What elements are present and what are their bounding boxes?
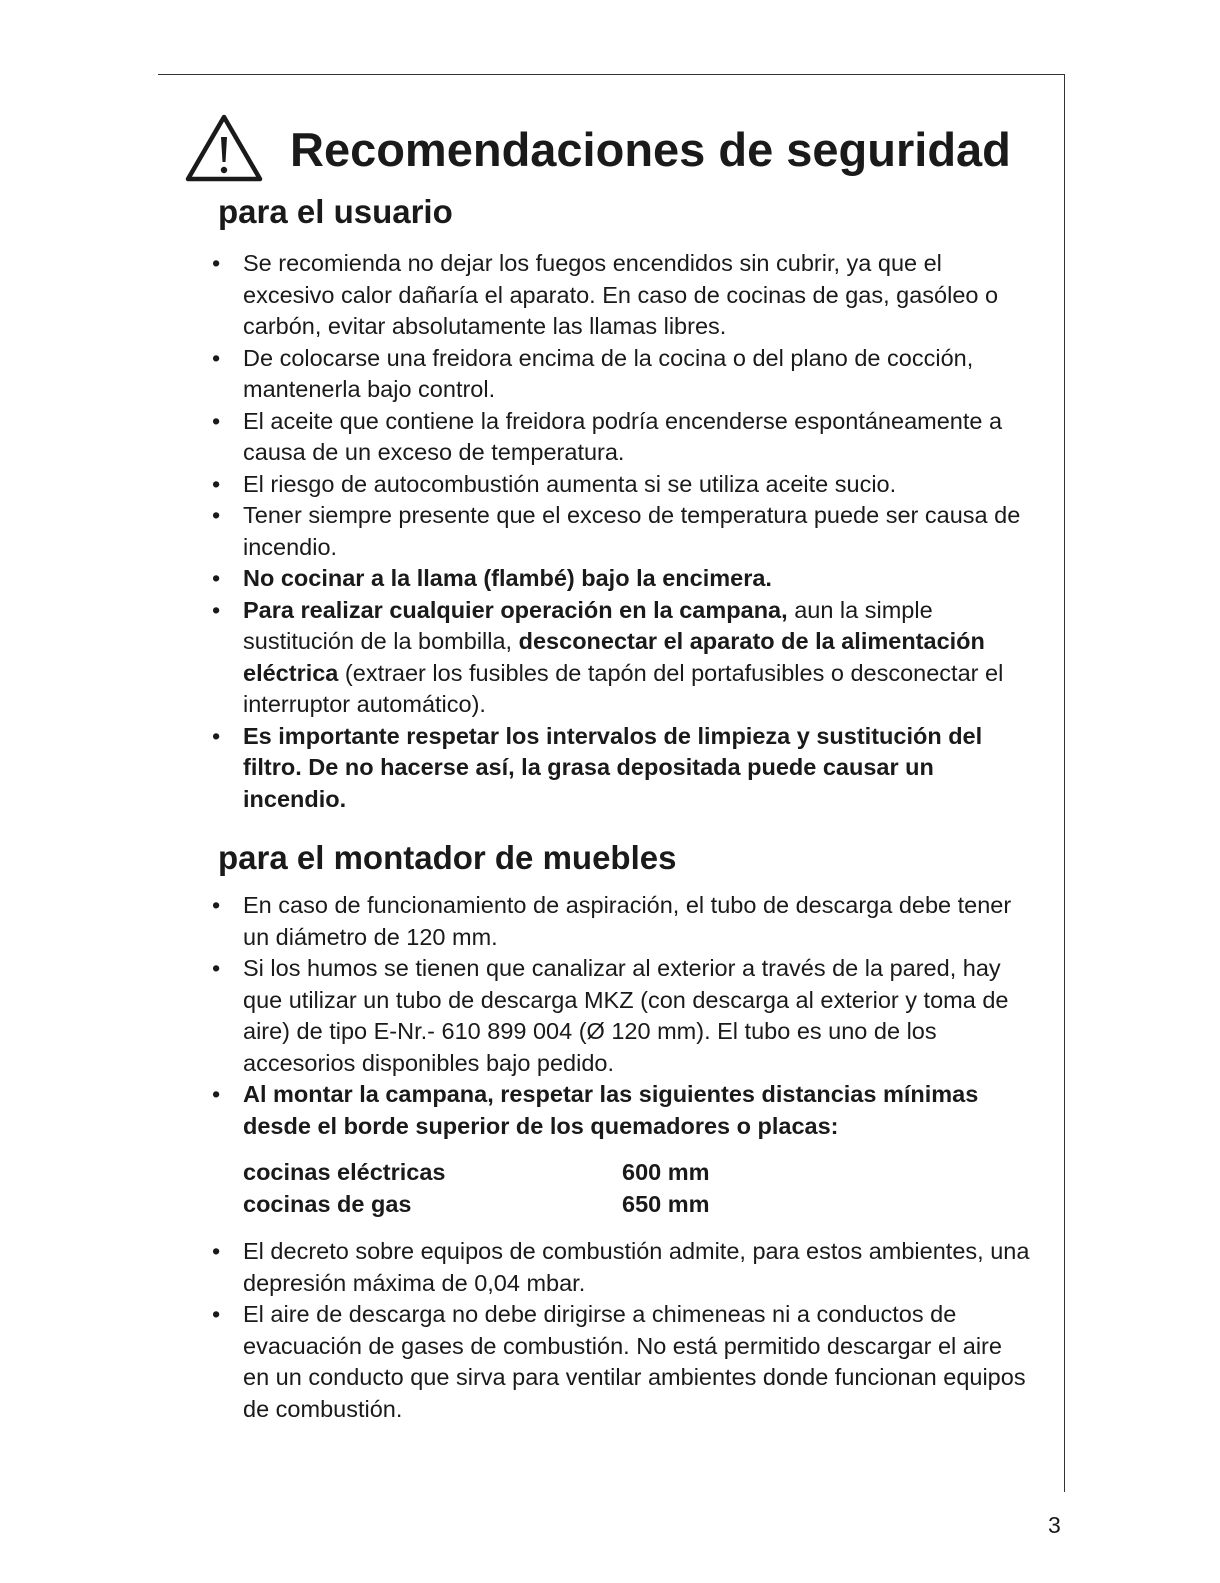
- list-item: • Se recomienda no dejar los fuegos encendidos sin cubrir, ya que el excesivo calor dañaría el aparato. En caso de cocinas de gas, gasóleo o carbón, evitar absolutamente las llamas libres.: [212, 248, 1032, 343]
- page-title: Recomendaciones de seguridad: [290, 123, 1011, 176]
- top-rule: [158, 74, 1065, 75]
- list-item: • El decreto sobre equipos de combustión admite, para estos ambientes, una depresión máxima de 0,04 mbar.: [212, 1236, 1032, 1299]
- body-text: (extraer los fusibles de tapón del portafusibles o desconectar el interruptor automático).: [243, 659, 1004, 717]
- fitter-safety-list-continued: [212, 1236, 1032, 1425]
- list-item: • El aire de descarga no debe dirigirse a chimeneas ni a conductos de evacuación de gases de combustión. No está permitido descargar el aire en un conducto que sirva para ventilar ambientes donde funcionan equipos de combustión.: [212, 1299, 1032, 1425]
- list-item: • De colocarse una freidora encima de la cocina o del plano de cocción, mantenerla bajo control.: [212, 343, 1032, 406]
- section-heading-fitter: para el montador de muebles: [218, 839, 677, 876]
- list-item: • En caso de funcionamiento de aspiración, el tubo de descarga debe tener un diámetro de 120 mm.: [212, 890, 1032, 953]
- list-item-bold: • Al montar la campana, respetar las siguientes distancias mínimas desde el borde superior de los quemadores o placas:: [212, 1079, 1032, 1142]
- body-text: aun la simple sustitución de la bombilla,: [243, 596, 933, 654]
- user-safety-list: [212, 248, 1032, 815]
- distance-value: 600 mm: [622, 1159, 710, 1185]
- distance-name: cocinas eléctricas: [243, 1159, 446, 1185]
- table-row: [243, 1189, 710, 1221]
- list-item-bold: • Es importante respetar los intervalos de limpieza y sustitución del filtro. De no hacerse así, la grasa depositada puede causar un incendio.: [212, 721, 1032, 816]
- distance-table: [243, 1157, 710, 1220]
- fitter-safety-list: [212, 890, 1032, 1142]
- list-item: • El aceite que contiene la freidora podría encenderse espontáneamente a causa de un exceso de temperatura.: [212, 406, 1032, 469]
- list-item: • El riesgo de autocombustión aumenta si se utiliza aceite sucio.: [212, 469, 1032, 501]
- warning-triangle-icon: [184, 112, 264, 184]
- section-heading-user: para el usuario: [218, 193, 453, 230]
- list-item-bold: • No cocinar a la llama (flambé) bajo la encimera.: [212, 563, 1032, 595]
- emphasis-text: desconectar el aparato de la alimentación eléctrica: [243, 628, 985, 686]
- page-number: 3: [1048, 1512, 1061, 1538]
- emphasis-text: Para realizar cualquier operación en la campana,: [243, 596, 788, 623]
- list-item-mixed: [212, 595, 1032, 721]
- table-row: [243, 1157, 710, 1189]
- list-item: • Tener siempre presente que el exceso de temperatura puede ser causa de incendio.: [212, 500, 1032, 563]
- list-item: • Si los humos se tienen que canalizar al exterior a través de la pared, hay que utilizar un tubo de descarga MKZ (con descarga al exterior y toma de aire) de tipo E-Nr.- 610 899 004 (Ø 120 mm). El tubo es uno de los accesorios disponibles bajo pedido.: [212, 953, 1032, 1079]
- distance-value: 650 mm: [622, 1190, 710, 1217]
- distance-name: cocinas de gas: [243, 1190, 412, 1217]
- right-rule: [1064, 74, 1065, 1492]
